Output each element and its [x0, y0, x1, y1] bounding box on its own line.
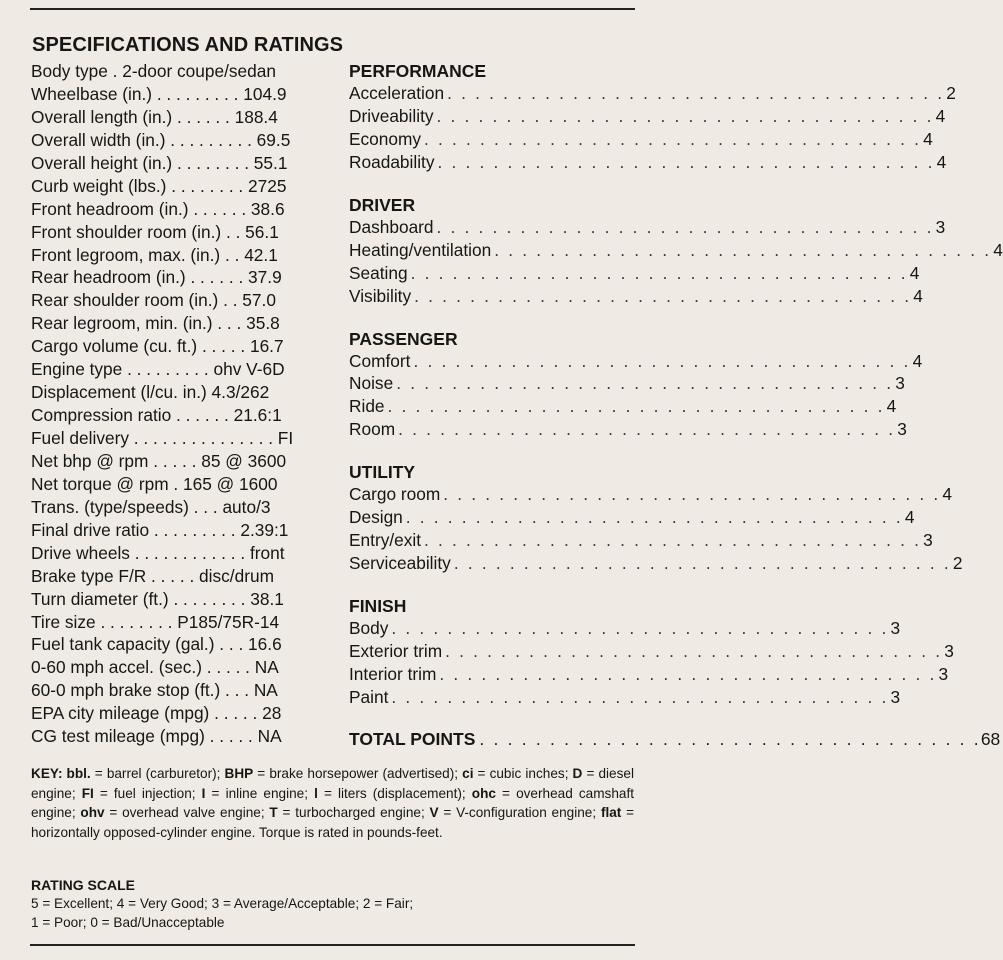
dot-leader: . . . . . . . . . . . . . . . . . . . . . . . . . . . . . . . . . . . . — [398, 419, 896, 440]
rating-value: 3 — [895, 373, 905, 394]
spec-row: CG test mileage (mpg) . . . . . NA — [31, 726, 282, 747]
dot-leader: . . . . . . . . . . . . . . . . . . . . . . . . . . . . . . . . . . . . — [445, 640, 943, 661]
rating-label: Ride — [349, 396, 385, 417]
dot-leader: . . . . . . . . . . . . . . . . . . . . . . . . . . . . . . . . . . . . — [396, 373, 894, 394]
rating-label: Interior trim — [349, 663, 437, 684]
key-definition: turbocharged engine — [295, 805, 421, 821]
rating-section-title: PERFORMANCE — [349, 61, 487, 81]
dot-leader: . . . . . . . . . . . . . . . . . . . . . . . . . . . . . . . . . . . . — [413, 350, 911, 371]
dot-leader: . . . . . . . . . . . . . . . . . . . . . . . . . . . . . . . . . . . . — [439, 663, 937, 684]
rating-section-title: PASSENGER — [349, 328, 458, 349]
rating-row — [349, 640, 954, 663]
section-gap — [349, 308, 635, 328]
rating-label: Entry/exit — [349, 530, 422, 551]
rating-row — [349, 663, 949, 686]
bottom-rule — [30, 944, 635, 946]
rating-row — [349, 418, 907, 441]
rating-label: Roadability — [349, 151, 435, 172]
section-gap — [349, 709, 635, 727]
rating-row — [349, 151, 947, 174]
spec-row: Fuel delivery . . . . . . . . . . . . . . . FI — [31, 428, 294, 448]
key-abbr: T — [269, 805, 278, 821]
key-definition: fuel injection — [113, 785, 192, 801]
dot-leader: . . . . . . . . . . . . . . . . . . . . . . . . . . . . . . . . . . . . — [443, 484, 941, 505]
spec-row: Engine type . . . . . . . . . ohv V-6D — [31, 359, 285, 380]
key-abbr: BHP — [224, 766, 254, 781]
key-definition: barrel (carburetor) — [106, 766, 217, 781]
key-definition: brake horsepower (advertised) — [269, 766, 455, 781]
rating-value: 4 — [942, 484, 952, 505]
rating-value: 4 — [935, 105, 946, 126]
rating-row — [349, 372, 905, 395]
rating-value: 3 — [944, 640, 954, 661]
spec-row: Overall height (in.) . . . . . . . . 55.1 — [31, 152, 288, 173]
spec-row: Displacement (l/cu. in.) 4.3/262 — [31, 382, 270, 403]
spec-row: Rear shoulder room (in.) . . 57.0 — [31, 290, 276, 311]
rating-row — [349, 395, 897, 418]
rating-label: Cargo room — [349, 484, 441, 505]
rating-value: 4 — [913, 285, 923, 306]
rating-row — [349, 506, 915, 529]
key-abbr: FI — [81, 785, 94, 801]
rating-value: 2 — [946, 83, 956, 103]
rating-value: 4 — [886, 396, 897, 417]
rating-row — [349, 128, 933, 151]
rating-row — [349, 105, 946, 128]
spec-row: Trans. (type/speeds) . . . auto/3 — [31, 496, 271, 517]
spec-row: Tire size . . . . . . . . P185/75R-14 — [31, 611, 280, 632]
key-definition: diesel engine — [31, 766, 634, 801]
rating-label: Exterior trim — [349, 640, 443, 661]
key-abbr: flat — [600, 805, 622, 821]
key-definition: V-configuration engine — [456, 805, 593, 821]
key-abbr: bbl. — [66, 766, 91, 781]
key-abbr: l — [314, 785, 318, 801]
rating-row — [349, 216, 946, 239]
rating-row — [349, 617, 901, 640]
total-points-row — [349, 727, 1001, 751]
dot-leader: . . . . . . . . . . . . . . . . . . . . . . . . . . . . . . . . . . . . — [414, 285, 912, 306]
rating-label: Design — [349, 507, 403, 528]
dot-leader: . . . . . . . . . . . . . . . . . . . . . . . . . . . . . . . . . . . . — [391, 618, 889, 638]
top-rule — [30, 8, 635, 10]
spec-row: 0-60 mph accel. (sec.) . . . . . NA — [31, 657, 279, 678]
rating-section-title: UTILITY — [349, 462, 416, 483]
section-gap — [349, 575, 635, 595]
rating-row — [349, 285, 923, 308]
spec-row: Cargo volume (cu. ft.) . . . . . 16.7 — [31, 336, 284, 357]
dot-leader: . . . . . . . . . . . . . . . . . . . . . . . . . . . . . . . . . . . . — [436, 216, 934, 237]
rating-label: Driveability — [349, 105, 434, 126]
rating-label: Noise — [349, 373, 394, 394]
dot-leader: . . . . . . . . . . . . . . . . . . . . . . . . . . . . . . . . . . . . — [387, 396, 885, 417]
rating-value: 4 — [904, 507, 915, 528]
dot-leader: . . . . . . . . . . . . . . . . . . . . . . . . . . . . . . . . . . . . — [424, 530, 922, 551]
dot-leader: . . . . . . . . . . . . . . . . . . . . . . . . . . . . . . . . . . . . — [436, 105, 934, 126]
key-abbr: I — [201, 785, 206, 801]
rating-label: Economy — [349, 128, 422, 149]
ratings-panel — [349, 60, 1003, 751]
rating-value: 2 — [952, 553, 963, 574]
rating-row — [349, 552, 963, 575]
rating-value: 3 — [938, 663, 949, 684]
key-definition: cubic inches — [489, 766, 565, 781]
rating-row — [349, 483, 952, 506]
dot-leader: . . . . . . . . . . . . . . . . . . . . . . . . . . . . . . . . . . . . — [405, 507, 903, 528]
rating-label: Serviceability — [349, 553, 451, 574]
dot-leader: . . . . . . . . . . . . . . . . . . . . . . . . . . . . . . . . . . . . — [424, 128, 922, 149]
rating-value: 3 — [935, 216, 946, 237]
spec-row: Turn diameter (ft.) . . . . . . . . 38.1 — [31, 588, 284, 609]
spec-row: Front legroom, max. (in.) . . 42.1 — [31, 244, 278, 265]
rating-value: 4 — [923, 128, 933, 149]
key-legend: KEY: bbl. = barrel (carburetor); BHP = brake horsepower (advertised); ci = cubic inches; D = diesel engine; FI = fuel injection; I = inline engine; l = liters (displacement); ohc = overhead camshaft engine; ohv = overhead valve engine; T = turbocharged engine; V = V-configuration engine; flat = horizontally opposed-cylinder engine. Torque is rated in pounds-feet. — [31, 766, 635, 840]
rating-scale-line-2: 1 = Poor; 0 = Bad/Unacceptable — [31, 915, 225, 930]
rating-label: Paint — [349, 686, 389, 707]
spec-row: Compression ratio . . . . . . 21.6:1 — [31, 405, 282, 426]
dot-leader: . . . . . . . . . . . . . . . . . . . . . . . . . . . . . . . . . . . . — [447, 83, 945, 103]
rating-value: 4 — [909, 262, 920, 283]
dot-leader: . . . . . . . . . . . . . . . . . . . . . . . . . . . . . . . . . . . . — [410, 262, 908, 283]
spec-row: Overall width (in.) . . . . . . . . . 69.5 — [31, 129, 291, 150]
rating-section-title: DRIVER — [349, 194, 416, 215]
spec-row: Net bhp @ rpm . . . . . 85 @ 3600 — [31, 450, 287, 471]
rating-section-title: FINISH — [349, 596, 407, 616]
rating-row — [349, 686, 901, 709]
dot-leader: . . . . . . . . . . . . . . . . . . . . . . . . . . . . . . . . . . . . — [391, 686, 889, 707]
total-points-value: 68 — [980, 728, 1001, 749]
rating-label: Visibility — [349, 285, 412, 306]
spec-row: Overall length (in.) . . . . . . 188.4 — [31, 106, 278, 127]
spec-row: Curb weight (lbs.) . . . . . . . . 2725 — [31, 175, 287, 196]
spec-row: Final drive ratio . . . . . . . . . 2.39:1 — [31, 519, 289, 540]
key-label: KEY: — [31, 766, 63, 781]
key-definition: liters (displacement) — [337, 785, 462, 801]
spec-row: Net torque @ rpm . 165 @ 1600 — [31, 473, 278, 494]
key-definition: overhead camshaft engine — [31, 785, 634, 821]
dot-leader: . . . . . . . . . . . . . . . . . . . . . . . . . . . . . . . . . . . . — [479, 728, 981, 749]
rating-label: Heating/ventilation — [349, 239, 492, 260]
section-gap — [349, 441, 635, 461]
spec-row: 60-0 mph brake stop (ft.) . . . NA — [31, 680, 278, 701]
key-abbr: ohv — [80, 805, 105, 821]
rating-value: 3 — [890, 686, 901, 707]
rating-row — [349, 262, 920, 285]
key-note: Torque is rated in pounds-feet. — [258, 824, 443, 840]
key-abbr: ci — [462, 766, 474, 781]
spec-row: EPA city mileage (mpg) . . . . . 28 — [31, 703, 282, 724]
rating-label: Body — [349, 618, 389, 638]
spec-row: Body type . 2-door coupe/sedan — [31, 61, 276, 81]
page-title: SPECIFICATIONS AND RATINGS — [32, 34, 344, 56]
spec-row: Rear legroom, min. (in.) . . . 35.8 — [31, 313, 280, 334]
section-gap — [349, 174, 635, 194]
spec-row: Brake type F/R . . . . . disc/drum — [31, 565, 274, 586]
rating-value: 4 — [912, 350, 923, 371]
rating-label: Acceleration — [349, 83, 445, 103]
key-definition: inline engine — [225, 785, 305, 801]
rating-scale-title: RATING SCALE — [31, 877, 135, 893]
rating-value: 3 — [897, 419, 907, 440]
dot-leader: . . . . . . . . . . . . . . . . . . . . . . . . . . . . . . . . . . . . — [453, 553, 951, 574]
key-definition: horizontally opposed-cylinder engine — [31, 824, 252, 840]
rating-label: Comfort — [349, 350, 411, 371]
rating-value: 3 — [923, 530, 933, 551]
spec-row: Drive wheels . . . . . . . . . . . . front — [31, 542, 285, 563]
rating-value: 4 — [936, 151, 947, 172]
dot-leader: . . . . . . . . . . . . . . . . . . . . . . . . . . . . . . . . . . . . — [437, 151, 935, 172]
rating-label: Seating — [349, 262, 408, 283]
rating-label: Room — [349, 419, 396, 440]
rating-row — [349, 239, 1003, 262]
key-abbr: D — [572, 766, 583, 781]
spec-row: Fuel tank capacity (gal.) . . . 16.6 — [31, 634, 282, 655]
spec-row: Front headroom (in.) . . . . . . 38.6 — [31, 198, 285, 219]
dot-leader: . . . . . . . . . . . . . . . . . . . . . . . . . . . . . . . . . . . . — [494, 239, 992, 260]
rating-label: Dashboard — [349, 216, 434, 237]
key-abbr: V — [429, 805, 439, 821]
rating-scale-line-1: 5 = Excellent; 4 = Very Good; 3 = Average/Acceptable; 2 = Fair; — [31, 896, 414, 911]
rating-value: 3 — [890, 618, 901, 638]
specifications-list — [31, 60, 323, 748]
rating-row — [349, 529, 933, 552]
spec-row: Front shoulder room (in.) . . 56.1 — [31, 221, 279, 242]
total-points-label: TOTAL POINTS — [349, 728, 476, 749]
key-abbr: ohc — [471, 785, 496, 801]
rating-row — [349, 350, 923, 373]
rating-value: 4 — [993, 239, 1003, 260]
spec-row: Rear headroom (in.) . . . . . . 37.9 — [31, 267, 282, 288]
key-definition: overhead valve engine — [122, 805, 261, 821]
rating-row — [349, 82, 956, 105]
spec-row: Wheelbase (in.) . . . . . . . . . 104.9 — [31, 83, 287, 104]
